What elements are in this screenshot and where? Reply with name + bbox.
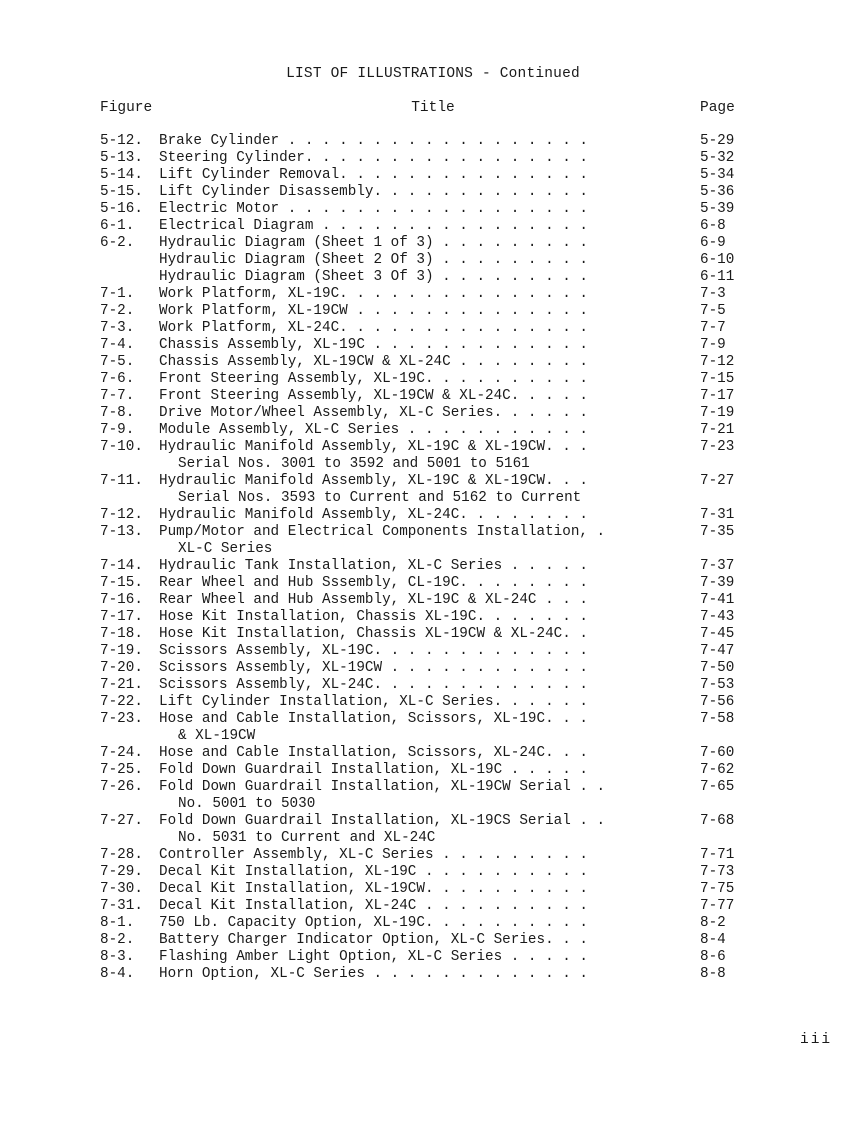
figure-page: 5-32 [700,150,735,166]
list-item [0,813,866,830]
figure-page: 7-77 [700,898,735,914]
figure-title: Lift Cylinder Removal. . . . . . . . . . . . . . . [159,167,588,183]
figure-number: 7-26. [100,779,143,795]
list-item [0,881,866,898]
figure-page: 7-43 [700,609,735,625]
figure-title: Serial Nos. 3001 to 3592 and 5001 to 5161 [178,456,530,472]
figure-page: 7-75 [700,881,735,897]
list-item [0,847,866,864]
figure-title: Serial Nos. 3593 to Current and 5162 to Current [178,490,582,506]
figure-number: 7-24. [100,745,143,761]
figure-number: 5-12. [100,133,143,149]
figure-title: Front Steering Assembly, XL-19C. . . . . . . . . . [159,371,588,387]
list-item [0,711,866,728]
list-item [0,252,866,269]
figure-page: 8-4 [700,932,726,948]
figure-number: 5-14. [100,167,143,183]
figure-number: 7-21. [100,677,143,693]
figure-page: 7-5 [700,303,726,319]
figure-page: 7-56 [700,694,735,710]
figure-title: Controller Assembly, XL-C Series . . . . . . . . . [159,847,588,863]
figure-title: Hose and Cable Installation, Scissors, XL-19C. . . [159,711,588,727]
figure-page: 7-9 [700,337,726,353]
figure-title: Hydraulic Manifold Assembly, XL-24C. . . . . . . . [159,507,588,523]
figure-number: 8-4. [100,966,135,982]
list-item [0,201,866,218]
figure-title: Decal Kit Installation, XL-19CW. . . . . . . . . . [159,881,588,897]
figure-page: 7-31 [700,507,735,523]
figure-page: 7-21 [700,422,735,438]
figure-title: Hydraulic Diagram (Sheet 2 Of 3) . . . . . . . . . [159,252,588,268]
list-item [0,422,866,439]
figure-number: 7-29. [100,864,143,880]
figure-title: Fold Down Guardrail Installation, XL-19C . . . . . [159,762,588,778]
figure-page: 7-68 [700,813,735,829]
list-item [0,405,866,422]
list-item [0,473,866,490]
list-item [0,915,866,932]
figure-page: 7-60 [700,745,735,761]
figure-page: 7-23 [700,439,735,455]
figure-page: 7-50 [700,660,735,676]
figure-title: Hydraulic Diagram (Sheet 3 Of 3) . . . . . . . . . [159,269,588,285]
figure-number: 7-3. [100,320,135,336]
figure-title: Rear Wheel and Hub Assembly, XL-19C & XL-24C . . . [159,592,588,608]
figure-title: Electric Motor . . . . . . . . . . . . . . . . . . [159,201,588,217]
list-item [0,507,866,524]
figure-number: 6-1. [100,218,135,234]
figure-page: 7-17 [700,388,735,404]
list-item [0,966,866,983]
figure-title: Scissors Assembly, XL-19C. . . . . . . . . . . . . [159,643,588,659]
list-item [0,949,866,966]
figure-title: Work Platform, XL-19C. . . . . . . . . . . . . . . [159,286,588,302]
figure-number: 6-2. [100,235,135,251]
page-number: iii [800,1032,833,1048]
list-item [0,218,866,235]
figure-page: 6-10 [700,252,735,268]
figure-page: 7-47 [700,643,735,659]
column-header-title: Title [411,100,455,116]
figure-title: Work Platform, XL-24C. . . . . . . . . . . . . . . [159,320,588,336]
list-item [0,660,866,677]
list-item [0,524,866,541]
figure-number: 8-1. [100,915,135,931]
figure-page: 7-73 [700,864,735,880]
list-item [0,745,866,762]
figure-number: 7-13. [100,524,143,540]
figure-number: 7-14. [100,558,143,574]
list-item [0,609,866,626]
figure-page: 6-11 [700,269,735,285]
figure-page: 7-41 [700,592,735,608]
figure-page: 7-37 [700,558,735,574]
figure-number: 7-7. [100,388,135,404]
figure-page: 7-45 [700,626,735,642]
figure-number: 7-2. [100,303,135,319]
figure-title: Hydraulic Diagram (Sheet 1 of 3) . . . . . . . . . [159,235,588,251]
figure-number: 5-13. [100,150,143,166]
figure-title: Pump/Motor and Electrical Components Installation, . [159,524,606,540]
figure-page: 7-53 [700,677,735,693]
figure-number: 7-17. [100,609,143,625]
figure-page: 7-35 [700,524,735,540]
figure-title: No. 5001 to 5030 [178,796,316,812]
list-item [0,320,866,337]
list-item [0,269,866,286]
list-item [0,643,866,660]
figure-title: Brake Cylinder . . . . . . . . . . . . . . . . . . [159,133,588,149]
figure-number: 7-27. [100,813,143,829]
figure-number: 5-15. [100,184,143,200]
list-item [0,558,866,575]
list-item [0,677,866,694]
figure-title: Hose Kit Installation, Chassis XL-19C. . . . . . . [159,609,588,625]
figure-number: 7-25. [100,762,143,778]
list-item [0,388,866,405]
figure-number: 7-19. [100,643,143,659]
figure-title: Decal Kit Installation, XL-19C . . . . . . . . . . [159,864,588,880]
figure-number: 7-20. [100,660,143,676]
figure-number: 7-15. [100,575,143,591]
figure-number: 7-1. [100,286,135,302]
figure-title: Scissors Assembly, XL-19CW . . . . . . . . . . . . [159,660,588,676]
figure-number: 7-30. [100,881,143,897]
list-item-continuation [0,796,866,813]
list-item [0,133,866,150]
figure-page: 8-6 [700,949,726,965]
figure-title: Hose and Cable Installation, Scissors, XL-24C. . . [159,745,588,761]
page-title: LIST OF ILLUSTRATIONS - Continued [286,66,580,82]
figure-title: Fold Down Guardrail Installation, XL-19CS Serial . . [159,813,606,829]
figure-title: Rear Wheel and Hub Sssembly, CL-19C. . . . . . . . [159,575,588,591]
list-item [0,184,866,201]
list-item [0,439,866,456]
list-item-continuation [0,541,866,558]
list-item [0,167,866,184]
figure-number: 7-11. [100,473,143,489]
figure-title: Electrical Diagram . . . . . . . . . . . . . . . . [159,218,588,234]
figure-page: 7-71 [700,847,735,863]
list-item [0,303,866,320]
figure-page: 8-8 [700,966,726,982]
list-item [0,898,866,915]
figure-number: 7-5. [100,354,135,370]
list-item [0,150,866,167]
list-item [0,694,866,711]
list-item [0,626,866,643]
figure-number: 5-16. [100,201,143,217]
figure-title: Hydraulic Tank Installation, XL-C Series . . . . . [159,558,588,574]
figure-page: 7-15 [700,371,735,387]
list-item [0,354,866,371]
figure-page: 7-39 [700,575,735,591]
list-item [0,932,866,949]
figure-number: 7-18. [100,626,143,642]
list-item [0,779,866,796]
figure-title: Drive Motor/Wheel Assembly, XL-C Series. . . . . . [159,405,588,421]
figure-page: 8-2 [700,915,726,931]
figure-title: & XL-19CW [178,728,256,744]
list-item [0,592,866,609]
figure-number: 7-12. [100,507,143,523]
figure-page: 7-7 [700,320,726,336]
list-item [0,235,866,252]
figure-title: Work Platform, XL-19CW . . . . . . . . . . . . . . [159,303,588,319]
figure-title: XL-C Series [178,541,273,557]
list-item [0,286,866,303]
list-item-continuation [0,456,866,473]
figure-number: 7-9. [100,422,135,438]
figure-title: Hydraulic Manifold Assembly, XL-19C & XL-19CW. . . [159,473,588,489]
figure-title: Decal Kit Installation, XL-24C . . . . . . . . . . [159,898,588,914]
figure-title: Chassis Assembly, XL-19C . . . . . . . . . . . . . [159,337,588,353]
column-header-figure: Figure [100,100,153,116]
figure-page: 5-36 [700,184,735,200]
figure-number: 7-8. [100,405,135,421]
figure-number: 7-28. [100,847,143,863]
figure-page: 7-27 [700,473,735,489]
figure-page: 5-39 [700,201,735,217]
figure-number: 7-31. [100,898,143,914]
figure-title: Horn Option, XL-C Series . . . . . . . . . . . . . [159,966,588,982]
figure-page: 7-65 [700,779,735,795]
figure-title: Lift Cylinder Installation, XL-C Series. . . . . . [159,694,588,710]
figure-number: 8-3. [100,949,135,965]
figure-number: 8-2. [100,932,135,948]
figure-title: Steering Cylinder. . . . . . . . . . . . . . . . . [159,150,588,166]
list-item [0,371,866,388]
figure-title: Module Assembly, XL-C Series . . . . . . . . . . . [159,422,588,438]
figure-page: 6-9 [700,235,726,251]
figure-number: 7-4. [100,337,135,353]
list-item [0,762,866,779]
figure-title: 750 Lb. Capacity Option, XL-19C. . . . . . . . . . [159,915,588,931]
figure-title: Lift Cylinder Disassembly. . . . . . . . . . . . . [159,184,588,200]
figure-title: Flashing Amber Light Option, XL-C Series . . . . . [159,949,588,965]
figure-number: 7-10. [100,439,143,455]
figure-page: 6-8 [700,218,726,234]
figure-page: 5-29 [700,133,735,149]
list-item-continuation [0,830,866,847]
figure-title: Hose Kit Installation, Chassis XL-19CW & XL-24C. . [159,626,588,642]
figure-title: Hydraulic Manifold Assembly, XL-19C & XL-19CW. . . [159,439,588,455]
list-item [0,575,866,592]
figure-title: Front Steering Assembly, XL-19CW & XL-24C. . . . . [159,388,588,404]
figure-title: Scissors Assembly, XL-24C. . . . . . . . . . . . . [159,677,588,693]
figure-page: 7-58 [700,711,735,727]
list-item-continuation [0,490,866,507]
figure-title: Battery Charger Indicator Option, XL-C Series. . . [159,932,588,948]
figure-page: 7-62 [700,762,735,778]
figure-number: 7-16. [100,592,143,608]
figure-number: 7-23. [100,711,143,727]
figure-title: Fold Down Guardrail Installation, XL-19CW Serial . . [159,779,606,795]
list-item [0,864,866,881]
list-item-continuation [0,728,866,745]
figure-title: No. 5031 to Current and XL-24C [178,830,436,846]
figure-number: 7-6. [100,371,135,387]
list-item [0,337,866,354]
figure-page: 5-34 [700,167,735,183]
figure-number: 7-22. [100,694,143,710]
illustrations-list [0,133,866,983]
figure-page: 7-19 [700,405,735,421]
column-header-page: Page [700,100,735,116]
figure-page: 7-3 [700,286,726,302]
figure-page: 7-12 [700,354,735,370]
figure-title: Chassis Assembly, XL-19CW & XL-24C . . . . . . . . [159,354,588,370]
